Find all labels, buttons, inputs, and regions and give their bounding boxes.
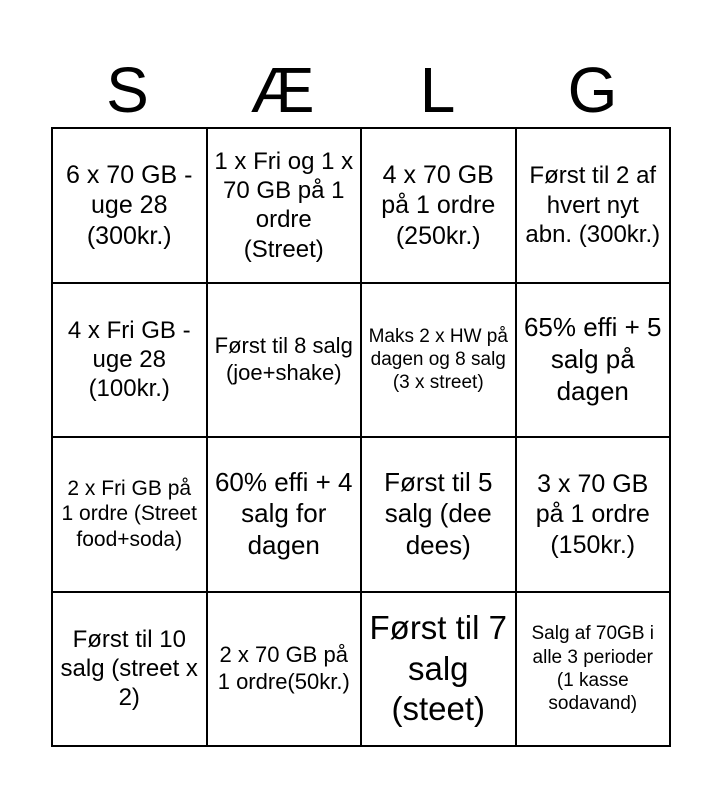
cell-text: Salg af 70GB i alle 3 perioder (1 kasse sodavand): [531, 623, 655, 714]
cell-text: 3 x 70 GB på 1 ordre (150kr.): [535, 469, 650, 559]
cell-text: 4 x 70 GB på 1 ordre (250kr.): [381, 160, 496, 250]
bingo-cell-r3c1[interactable]: [52, 437, 207, 592]
bingo-cell-r1c2[interactable]: [207, 128, 362, 283]
cell-text: Maks 2 x HW på dagen og 8 salg (3 x street): [368, 325, 508, 394]
bingo-cell-r2c4[interactable]: [516, 283, 671, 438]
bingo-cell-r1c1[interactable]: [52, 128, 207, 283]
bingo-cell-r4c2[interactable]: [207, 592, 362, 747]
bingo-cell-r1c4[interactable]: [516, 128, 671, 283]
cell-text: Først til 2 af hvert nyt abn. (300kr.): [525, 162, 661, 248]
cell-text: Først til 5 salg (dee dees): [384, 466, 493, 561]
title-letter-s: S: [106, 54, 149, 126]
cell-text: 65% effi + 5 salg på dagen: [523, 312, 662, 406]
bingo-cell-r3c3[interactable]: [361, 437, 516, 592]
cell-text: Først til 8 salg (joe+shake): [214, 332, 353, 385]
bingo-cell-r2c1[interactable]: [52, 283, 207, 438]
cell-text: 4 x Fri GB - uge 28 (100kr.): [67, 316, 191, 403]
cell-text: 2 x Fri GB på 1 ordre (Street food+soda): [61, 476, 197, 552]
cell-text: Først til 7 salg (steet): [369, 609, 507, 727]
bingo-cell-r3c2[interactable]: [207, 437, 362, 592]
bingo-board: [51, 127, 671, 747]
bingo-title: [50, 52, 670, 128]
bingo-cell-r4c1[interactable]: [52, 592, 207, 747]
cell-text: Først til 10 salg (street x 2): [60, 625, 198, 712]
cell-text: 2 x 70 GB på 1 ordre(50kr.): [217, 641, 350, 694]
bingo-cell-r3c4[interactable]: [516, 437, 671, 592]
bingo-cell-r2c2[interactable]: [207, 283, 362, 438]
title-letter-ae: Æ: [250, 54, 315, 126]
cell-text: 6 x 70 GB - uge 28 (300kr.): [66, 160, 193, 250]
cell-text: 60% effi + 4 salg for dagen: [214, 466, 353, 561]
bingo-cell-r2c3[interactable]: [361, 283, 516, 438]
cell-text: 1 x Fri og 1 x 70 GB på 1 ordre (Street): [214, 147, 354, 263]
title-letter-g: G: [567, 54, 618, 126]
bingo-cell-r1c3[interactable]: [361, 128, 516, 283]
bingo-cell-r4c3[interactable]: [361, 592, 516, 747]
bingo-cell-r4c4[interactable]: [516, 592, 671, 747]
title-letter-l: L: [419, 54, 456, 126]
